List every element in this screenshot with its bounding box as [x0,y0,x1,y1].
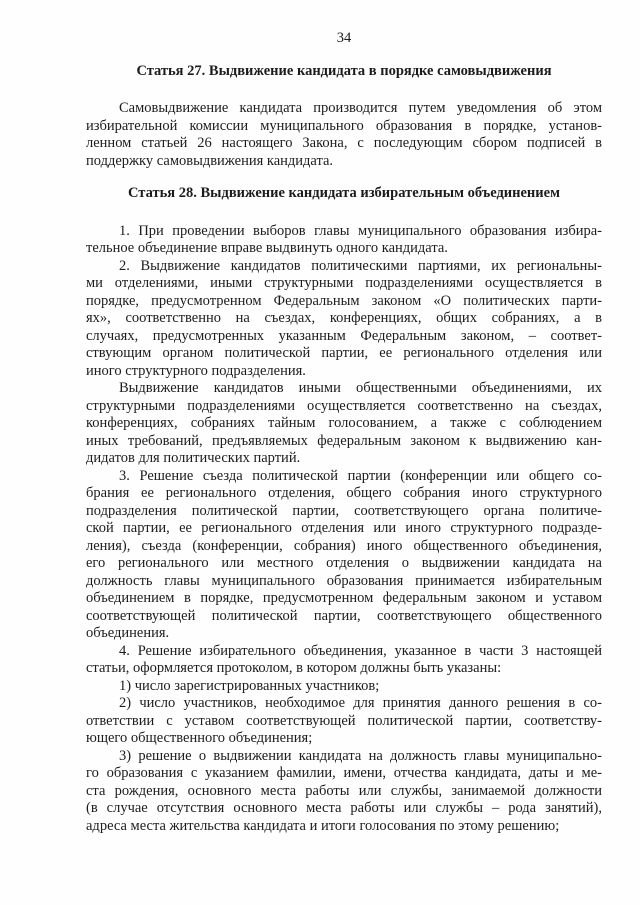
text-line: статьи, оформляется протоколом, в котором должны быть указаны: [86,660,502,676]
page-number: 34 [336,30,352,46]
text-line: иных требований, предъявляемых федеральным законом к выдвижению кан- [86,432,602,449]
text-line: го образования с указанием фамилии, имени, отчества кандидата, даты и ме- [86,765,602,781]
text-line: 2) число участников, необходимое для принятия данного решения в со- [119,695,602,711]
text-line: объединения. [86,625,170,641]
text-line: ста рождения, основного места работы или службы, занимаемой должности [86,782,602,799]
text-line: ления), съезда (конференции, собрания) иного общественного объединения, [86,537,602,554]
text-line: ствующим органом политической партии, ее регионального отделения или [86,345,602,361]
text-line: 1. При проведении выборов главы муниципального образования избира- [119,222,602,239]
text-line: адреса места жительства кандидата и итоги голосования по этому решению; [86,817,560,834]
text-line: объединением в порядке, предусмотренном федеральным законом и уставом [86,590,602,606]
text-line: (в случае отсутствия основного места работы или службы – рода занятий), [86,800,602,816]
paragraph [86,643,602,678]
text-line: соответствующей политической партии, соответствующего общественного [86,607,602,624]
paragraph [86,223,602,258]
text-line: ях», соответственно на съездах, конференциях, общих собраниях, а в [86,310,602,326]
text-block [86,30,602,835]
text-line: 1) число зарегистрированных участников; [119,677,380,694]
text-line: иного структурного подразделения. [86,362,306,379]
text-line: подразделения политической партии, соответствующего органа политиче- [86,502,602,519]
text-line: ответствии с уставом соответствующей политической партии, соответству- [86,712,602,729]
text-line: 2. Выдвижение кандидатов политическими партиями, их региональны- [119,257,602,274]
document-body [86,63,602,836]
text-line: Самовыдвижение кандидата производится путем уведомления об этом [119,100,602,116]
paragraph [86,380,602,468]
text-line: 3) решение о выдвижении кандидата на должность главы муниципально- [119,747,602,764]
text-line: структурными подразделениями осуществляется соответственно на съездах, [86,397,602,414]
text-line: брания ее регионального отделения, общего собрания иного структурного [86,485,602,501]
text-line: 4. Решение избирательного объединения, указанное в части 3 настоящей [119,642,602,659]
paragraph [86,100,602,170]
text-line: ми отделениями, иными структурными подразделениями осуществляется в [86,275,602,291]
text-line: ской партии, ее регионального отделения или иного структурного подразде- [86,520,602,536]
text-line: порядке, предусмотренном Федеральным законом «О политических парти- [86,292,602,309]
text-line: его регионального или местного отделения о выдвижении кандидата на [86,555,602,571]
article-27-heading: Статья 27. Выдвижение кандидата в порядке самовыдвижения [136,62,552,79]
paragraph [86,468,602,643]
paragraph [86,748,602,836]
text-line: Выдвижение кандидатов иными общественными объединениями, их [119,380,602,396]
text-line: конференциях, собраниях тайным голосованием, а также с соблюдением [86,415,602,431]
text-line: должность главы муниципального образования принимается избирательным [86,572,602,589]
text-line: избирательной комиссии муниципального образования в порядке, установ- [86,117,602,134]
text-line: случаях, предусмотренных указанным Федеральным законом, – соответ- [86,327,602,344]
text-line: тельное объединение вправе выдвинуть одного кандидата. [86,240,448,256]
text-line: ленном статьей 26 настоящего Закона, с последующим сбором подписей в [86,135,602,151]
paragraph [86,678,602,696]
text-line: ющего общественного объединения; [86,730,313,746]
text-line: 3. Решение съезда политической партии (конференции или общего со- [119,467,602,484]
paragraph [86,695,602,748]
text-line: поддержку самовыдвижения кандидата. [86,152,334,169]
text-line: дидатов для политических партий. [86,450,301,466]
article-28-heading: Статья 28. Выдвижение кандидата избирательным объединением [128,185,560,201]
paragraph [86,258,602,381]
